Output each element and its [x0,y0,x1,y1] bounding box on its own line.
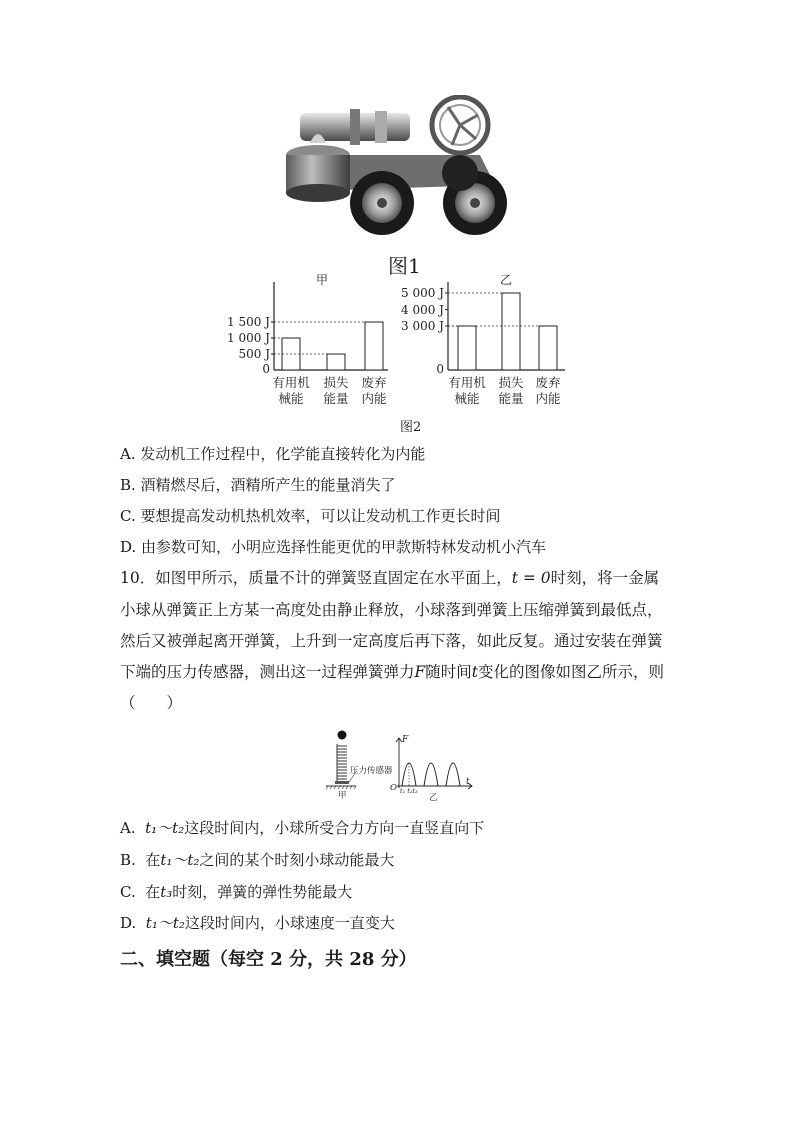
chart-jia-ytick: 500 J [238,347,270,361]
option-text: 时刻，弹簧的弹性势能最大 [172,883,353,901]
chart-jia-ytick: 1 000 J [227,331,270,345]
q10-text: 10．如图甲所示，质量不计的弹簧竖直固定在水平面上， [120,569,512,587]
option-text: A. [120,819,146,837]
chart-yi-ytick: 3 000 J [401,319,444,333]
chart-yi-cat-label: 内能 [535,391,561,406]
figure2-charts [220,270,590,412]
option-math: t₃ [160,883,173,901]
option-text: D. [120,914,146,932]
chart-jia-ytick: 1 500 J [227,315,270,329]
graph-F-label: F [402,735,409,745]
chart-jia-cat-label: 内能 [361,391,387,406]
option-math: t₁～t₂ [145,819,185,837]
q10-stem-line-4 [120,662,664,682]
chart-yi-cat-label: 损失 [498,375,524,390]
chart-yi-ytick: 0 [436,362,444,376]
option-text: C. 在 [120,883,161,901]
chart-jia-ytick: 0 [262,362,270,376]
section-heading: 二、填空题（每空 2 分，共 28 分） [120,949,417,970]
q10-answer-brackets: （ ） [120,694,183,712]
q10-text: 变化的图像如图乙所示，则 [478,663,665,681]
chart-jia-cat-label: 废弃 [361,375,387,390]
option-text: 这段时间内，小球所受合力方向一直竖直向下 [184,819,485,837]
chart-jia-cat-label: 有用机 [272,375,310,390]
q9-option-c: C. 要想提高发动机热机效率，可以让发动机工作更长时间 [120,507,501,525]
q10-text: 时刻，将一金属 [550,569,660,587]
spring-icon [337,744,347,781]
option-text: B. 在 [120,851,161,869]
q10-stem-line-3: 然后又被弹起离开弹簧，上升到一定高度后再下落，如此反复。通过安装在弹簧 [120,632,663,650]
chart-yi-title: 乙 [499,273,513,287]
chart-yi-ticks [401,286,444,376]
option-math: t₁～t₂ [160,851,200,869]
chart-jia-bar [365,322,383,370]
chart-jia-cat-label: 损失 [323,375,349,390]
q9-option-a: A. 发动机工作过程中，化学能直接转化为内能 [120,445,426,463]
chart-yi-bar [539,326,557,370]
q10-option-d [120,913,395,933]
chart-yi [401,273,565,406]
sensor-plate [335,781,349,784]
chart-yi-ytick: 4 000 J [401,303,444,317]
graph-time-ticks: t₁ t₂t₃ [400,787,418,795]
force-pulse [424,763,438,786]
option-text: 这段时间内，小球速度一直变大 [184,914,395,932]
q10-stem-line-2: 小球从弹簧正上方某一高度处由静止释放，小球落到弹簧上压缩弹簧到最低点， [120,601,663,619]
q10-text: 随时间 [425,663,472,681]
graph-origin-label: O [390,783,397,793]
q10-math: F [414,663,426,681]
chart-yi-bar [502,293,520,370]
chart-jia [227,273,388,406]
q10-figure [326,728,476,802]
chart-yi-cat-label: 废弃 [535,375,561,390]
chart-yi-cat-label: 能量 [498,391,524,406]
q10-option-a [120,818,484,838]
sensor-label: 压力传感器 [350,766,393,776]
chart-jia-bar [327,354,345,370]
q10-option-b [120,850,394,870]
force-pulse [446,763,460,786]
chart-jia-cat-label: 能量 [323,391,349,406]
chart-jia-ticks [227,315,270,376]
chart-jia-title: 甲 [315,273,329,287]
option-text: 之间的某个时刻小球动能最大 [199,851,395,869]
q10-math: t [471,663,479,681]
figure2-caption: 图2 [400,420,422,435]
q10-text: 下端的压力传感器，测出这一过程弹簧弹力 [120,663,415,681]
chart-yi-ytick: 5 000 J [401,286,444,300]
q10-option-c [120,882,352,902]
stirling-car-photo [280,95,520,243]
q10-stem-line-1 [120,568,659,588]
ball-icon [338,731,347,740]
figure-label-yi: 乙 [429,793,438,802]
q9-option-d: D. 由参数可知，小明应选择性能更优的甲款斯特林发动机小汽车 [120,538,547,556]
q10-math: t = 0 [511,569,551,587]
chart-yi-bar [458,326,476,370]
figure-label-jia: 甲 [338,791,347,801]
option-math: t₁～t₂ [145,914,185,932]
graph-t-label: t [466,777,470,787]
q9-option-b: B. 酒精燃尽后，酒精所产生的能量消失了 [120,476,396,494]
chart-yi-cat-label: 械能 [454,391,480,406]
figure1-caption: 图1 [388,254,421,278]
chart-yi-cat-label: 有用机 [448,375,486,390]
chart-jia-cat-label: 械能 [278,391,304,406]
